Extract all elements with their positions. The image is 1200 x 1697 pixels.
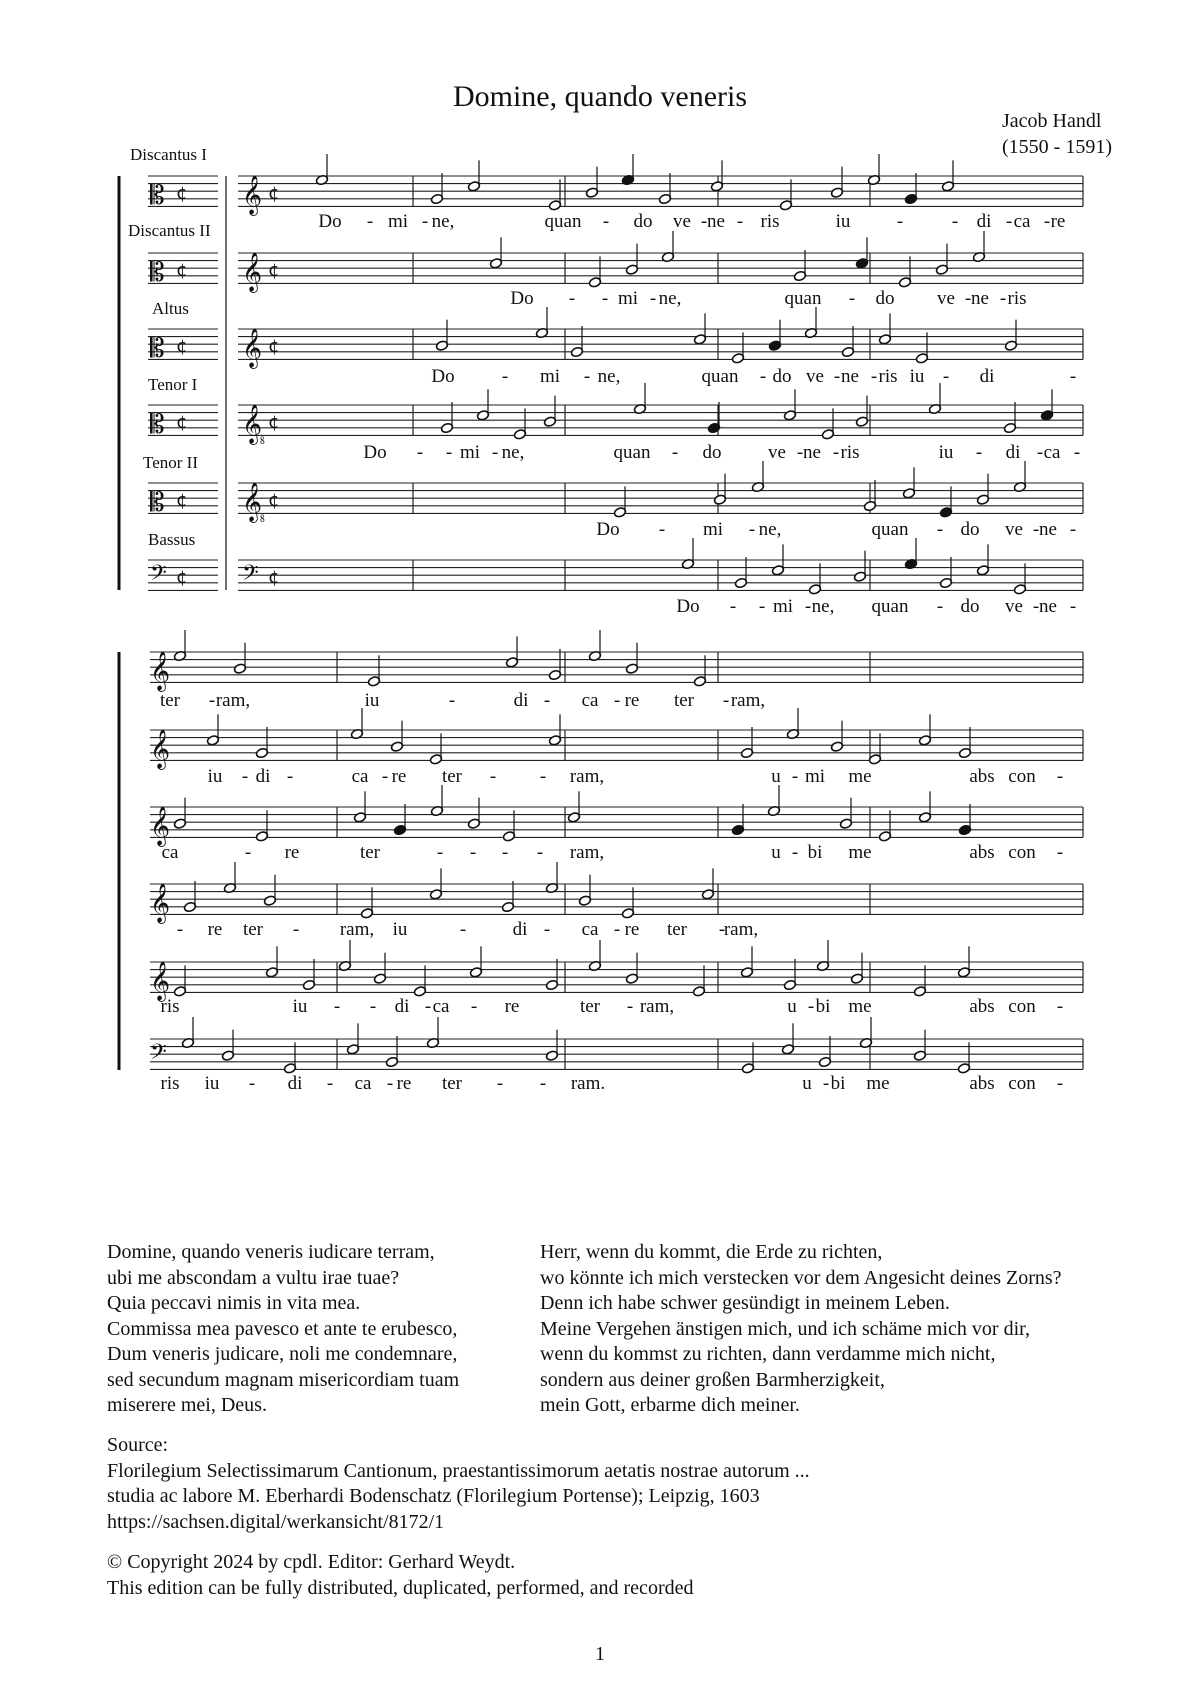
treble-clef-icon: 𝄞 (242, 175, 263, 215)
lyric-syllable: re (207, 919, 223, 940)
lyric-syllable: - (736, 211, 744, 232)
lyric-syllable: ne, (811, 596, 835, 617)
lyric-syllable: abs (969, 842, 995, 863)
lyric-syllable: - (722, 690, 730, 711)
lyric-syllable: me (848, 996, 872, 1017)
source-url: https://sachsen.digital/werkansicht/8172/1 (107, 1510, 445, 1533)
cut-time-icon: ¢ (268, 260, 280, 281)
lyric-syllable: ris (160, 996, 180, 1017)
bass-clef-icon: 𝄢 (242, 561, 259, 591)
lyric-syllable: iu (292, 996, 308, 1017)
lyric-syllable: iu (204, 1073, 220, 1094)
lyric-syllable: - (791, 842, 799, 863)
treble-clef-icon: 𝄞 (242, 252, 263, 292)
bass-clef-icon: 𝄢 (150, 561, 167, 591)
lyric-syllable: - (951, 211, 959, 232)
lyric-syllable: iu (392, 919, 408, 940)
tenor-treble-clef-icon: 𝄠 (242, 404, 266, 444)
lyric-syllable: - (543, 919, 551, 940)
lyric-syllable: ris (760, 211, 780, 232)
lyric-syllable: - (241, 766, 249, 787)
lyric-syllable: mi (617, 288, 639, 309)
lyric-syllable: - (501, 842, 509, 863)
treble-clef-icon: 𝄞 (150, 729, 171, 769)
lyric-syllable: di (255, 766, 271, 787)
lyric-syllable: - (626, 996, 634, 1017)
lyric-syllable: Do (510, 288, 534, 309)
lyric-syllable: - (536, 842, 544, 863)
lyric-syllable: - (244, 842, 252, 863)
license-line: This edition can be fully distributed, duplicated, performed, and recorded (107, 1576, 694, 1599)
lyric-syllable: re (624, 919, 640, 940)
lyric-syllable: ne, (658, 288, 682, 309)
lyric-syllable: ca (354, 1073, 372, 1094)
lyric-syllable: - (870, 366, 878, 387)
voice-name: Discantus I (130, 145, 207, 164)
lyric-syllable: mi (702, 519, 724, 540)
lyric-syllable: me (848, 766, 872, 787)
lyric-syllable: ne (803, 442, 821, 463)
lyric-syllable: re (504, 996, 520, 1017)
lyric-syllable: - (796, 442, 804, 463)
lyric-syllable: quan (871, 519, 909, 540)
lyric-syllable: - (539, 766, 547, 787)
lyric-syllable: mi (387, 211, 409, 232)
lyric-syllable: - (613, 690, 621, 711)
tenor-treble-clef-icon: 𝄠 (242, 482, 266, 522)
lyric-syllable: Do (431, 366, 455, 387)
treble-clef-icon: 𝄞 (150, 961, 171, 1001)
lyric-syllable: - (496, 1073, 504, 1094)
composer-name: Jacob Handl (1002, 110, 1102, 132)
lyric-syllable: u (771, 842, 781, 863)
lyric-syllable: re (396, 1073, 412, 1094)
lyric-syllable: abs (969, 996, 995, 1017)
lyric-syllable: con (1008, 1073, 1036, 1094)
treble-clef-icon: 𝄞 (150, 651, 171, 691)
c-clef-icon: 𝄡 (150, 488, 165, 518)
lyric-syllable: di (394, 996, 410, 1017)
voice-name: Altus (152, 299, 189, 318)
cut-time-icon: ¢ (176, 183, 188, 204)
cut-time-icon: ¢ (176, 260, 188, 281)
lyric-syllable: - (999, 288, 1007, 309)
lyric-syllable: iu (835, 211, 851, 232)
lyric-syllable: - (807, 996, 815, 1017)
lyric-syllable: ram, (569, 766, 605, 787)
lyric-syllable: - (1056, 842, 1064, 863)
lyric-syllable: - (964, 288, 972, 309)
lyric-syllable: re (284, 842, 300, 863)
lyric-syllable: quan (784, 288, 822, 309)
lyric-syllable: - (1056, 1073, 1064, 1094)
lyric-syllable: - (613, 919, 621, 940)
lyric-syllable: re (624, 690, 640, 711)
lyric-syllable: ca (581, 919, 599, 940)
c-clef-icon: 𝄡 (150, 334, 165, 364)
latin-line: miserere mei, Deus. (107, 1394, 267, 1416)
voice-name: Tenor I (148, 375, 198, 394)
cut-time-icon: ¢ (268, 183, 280, 204)
lyric-syllable: bi (807, 842, 823, 863)
lyric-syllable: - (822, 1073, 830, 1094)
german-line: Denn ich habe schwer gesündigt in meinem Leben. (540, 1292, 950, 1314)
lyric-syllable: ter (441, 1073, 463, 1094)
lyric-syllable: ne, (431, 211, 455, 232)
lyric-syllable: - (758, 596, 766, 617)
german-line: sondern aus deiner großen Barmherzigkeit, (540, 1368, 885, 1391)
latin-line: Commissa mea pavesco et ante te erubesco, (107, 1317, 458, 1340)
cut-time-icon: ¢ (268, 567, 280, 588)
lyric-syllable: - (333, 996, 341, 1017)
lyric-syllable: ca (432, 996, 450, 1017)
c-clef-icon: 𝄡 (150, 410, 165, 440)
lyric-syllable: ram, (339, 919, 375, 940)
lyric-syllable: ram, (569, 842, 605, 863)
lyric-syllable: - (436, 842, 444, 863)
lyric-syllable: iu (938, 442, 954, 463)
lyric-syllable: ne (1039, 519, 1057, 540)
lyric-syllable: - (1043, 211, 1051, 232)
lyric-syllable: - (936, 596, 944, 617)
lyric-syllable: ram, (215, 690, 251, 711)
lyric-syllable: di (1005, 442, 1021, 463)
lyric-syllable: bi (830, 1073, 846, 1094)
lyric-syllable: iu (909, 366, 925, 387)
lyric-syllable: ca (351, 766, 369, 787)
german-line: wo könnte ich mich verstecken vor dem Angesicht deines Zorns? (540, 1266, 1062, 1289)
lyric-syllable: - (583, 366, 591, 387)
lyric-syllable: - (568, 288, 576, 309)
lyric-syllable: abs (969, 766, 995, 787)
lyric-syllable: ris (1007, 288, 1027, 309)
lyric-syllable: - (469, 842, 477, 863)
latin-line: Dum veneris judicare, noli me condemnare, (107, 1343, 458, 1365)
lyric-syllable: bi (815, 996, 831, 1017)
lyric-syllable: u (787, 996, 797, 1017)
treble-clef-icon: 𝄞 (242, 328, 263, 368)
lyric-syllable: di (979, 366, 995, 387)
bass-clef-icon: 𝄢 (150, 1040, 167, 1070)
lyric-syllable: - (601, 288, 609, 309)
lyric-syllable: ve (1005, 519, 1023, 540)
lyric-syllable: di (513, 690, 529, 711)
lyric-syllable: - (942, 366, 950, 387)
lyric-syllable: - (1069, 366, 1077, 387)
cut-time-icon: ¢ (268, 336, 280, 357)
lyric-syllable: di (287, 1073, 303, 1094)
latin-line: ubi me abscondam a vultu irae tuae? (107, 1266, 400, 1289)
lyric-syllable: ram, (730, 690, 766, 711)
lyric-syllable: - (804, 596, 812, 617)
lyric-syllable: - (491, 442, 499, 463)
lyric-syllable: di (976, 211, 992, 232)
lyric-syllable: abs (969, 1073, 995, 1094)
source-block (107, 1433, 1107, 1535)
lyric-syllable: - (424, 996, 432, 1017)
score-title: Domine, quando veneris (452, 80, 748, 113)
lyric-syllable: - (176, 919, 184, 940)
lyric-syllable: ter (159, 690, 181, 711)
lyric-syllable: - (543, 690, 551, 711)
lyric-syllable: ris (160, 1073, 180, 1094)
lyric-syllable: con (1008, 996, 1036, 1017)
lyric-syllable: - (248, 1073, 256, 1094)
lyric-syllable: ter (579, 996, 601, 1017)
lyric-syllable: - (658, 519, 666, 540)
lyric-syllable: - (501, 366, 509, 387)
lyric-syllable: - (326, 1073, 334, 1094)
page-number: 1 (595, 1643, 605, 1665)
lyric-syllable: - (748, 519, 756, 540)
german-line: Meine Vergehen änstigen mich, und ich schäme mich vor dir, (540, 1317, 1030, 1340)
lyric-syllable: con (1008, 842, 1036, 863)
lyric-syllable: do (960, 596, 980, 617)
lyric-syllable: u (771, 766, 781, 787)
treble-clef-icon: 𝄞 (150, 883, 171, 923)
lyric-syllable: mi (539, 366, 561, 387)
lyric-syllable: ram. (570, 1073, 606, 1094)
lyric-syllable: ter (242, 919, 264, 940)
treble-clef-icon: 𝄞 (150, 806, 171, 846)
lyric-syllable: ne (707, 211, 725, 232)
german-translation (540, 1240, 1160, 1419)
source-line: studia ac labore M. Eberhardi Bodenschatz (Florilegium Portense); Leipzig, 1603 (107, 1485, 760, 1507)
lyric-syllable: Do (596, 519, 620, 540)
lyric-syllable: Do (363, 442, 387, 463)
lyric-syllable: - (729, 596, 737, 617)
lyric-syllable: Do (676, 596, 700, 617)
lyric-syllable: - (700, 211, 708, 232)
lyric-syllable: - (470, 996, 478, 1017)
lyric-syllable: quan (701, 366, 739, 387)
source-line: Florilegium Selectissimarum Cantionum, praestantissimorum aetatis nostrae autorum ... (107, 1459, 810, 1482)
lyric-syllable: ram, (723, 919, 759, 940)
lyric-syllable: mi (459, 442, 481, 463)
lyric-syllable: - (791, 766, 799, 787)
lyric-syllable: - (896, 211, 904, 232)
lyric-syllable: - (1032, 596, 1040, 617)
lyric-syllable: iu (364, 690, 380, 711)
lyric-syllable: ve (768, 442, 786, 463)
latin-line: Quia peccavi nimis in vita mea. (107, 1292, 361, 1314)
lyric-syllable: me (848, 842, 872, 863)
lyric-syllable: do (960, 519, 980, 540)
latin-line: sed secundum magnam misericordiam tuam (107, 1368, 460, 1391)
german-line: mein Gott, erbarme dich meiner. (540, 1394, 800, 1416)
lyric-syllable: ve (937, 288, 955, 309)
voice-name: Bassus (148, 530, 196, 549)
lyric-syllable: Do (318, 211, 342, 232)
lyric-syllable: - (416, 442, 424, 463)
lyric-syllable: - (602, 211, 610, 232)
lyric-syllable: - (369, 996, 377, 1017)
lyric-syllable: - (671, 442, 679, 463)
lyric-syllable: - (208, 690, 216, 711)
lyric-syllable: - (292, 919, 300, 940)
lyric-syllable: - (366, 211, 374, 232)
lyric-syllable: - (1032, 519, 1040, 540)
lyric-syllable: quan (613, 442, 651, 463)
lyric-syllable: - (381, 766, 389, 787)
lyric-syllable: mi (772, 596, 794, 617)
lyric-syllable: - (1036, 442, 1044, 463)
lyric-syllable: - (649, 288, 657, 309)
lyric-syllable: u (802, 1073, 812, 1094)
cut-time-icon: ¢ (176, 412, 188, 433)
cut-time-icon: ¢ (176, 567, 188, 588)
lyric-syllable: ter (441, 766, 463, 787)
lyric-syllable: - (421, 211, 429, 232)
lyric-syllable: ter (673, 690, 695, 711)
composer-dates: (1550 - 1591) (1002, 136, 1112, 158)
lyric-syllable: ne (841, 366, 859, 387)
lyric-syllable: con (1008, 766, 1036, 787)
lyric-syllable: me (866, 1073, 890, 1094)
lyric-syllable: - (1056, 766, 1064, 787)
lyric-syllable: - (1073, 442, 1081, 463)
lyric-syllable: - (1069, 596, 1077, 617)
lyric-syllable: - (848, 288, 856, 309)
lyric-syllable: - (448, 690, 456, 711)
lyric-syllable: do (633, 211, 653, 232)
c-clef-icon: 𝄡 (150, 181, 165, 211)
lyric-syllable: - (1056, 996, 1064, 1017)
cut-time-icon: ¢ (176, 490, 188, 511)
lyric-syllable: - (832, 442, 840, 463)
voice-name: Tenor II (143, 453, 198, 472)
lyric-syllable: - (833, 366, 841, 387)
lyric-syllable: do (702, 442, 722, 463)
lyric-syllable: ne, (501, 442, 525, 463)
latin-line: Domine, quando veneris iudicare terram, (107, 1241, 435, 1263)
lyric-syllable: quan (871, 596, 909, 617)
lyric-syllable: ca (161, 842, 179, 863)
lyric-syllable: di (512, 919, 528, 940)
cut-time-icon: ¢ (268, 412, 280, 433)
lyric-syllable: - (1005, 211, 1013, 232)
lyric-syllable: ca (1013, 211, 1031, 232)
lyric-syllable: re (391, 766, 407, 787)
lyric-syllable: do (772, 366, 792, 387)
lyric-syllable: - (1069, 519, 1077, 540)
lyric-syllable: - (489, 766, 497, 787)
lyric-syllable: ne, (758, 519, 782, 540)
lyric-syllable: - (718, 919, 726, 940)
copyright-block (107, 1550, 1107, 1601)
lyric-syllable: do (875, 288, 895, 309)
german-line: wenn du kommst zu richten, dann verdamme mich nicht, (540, 1343, 996, 1365)
lyric-syllable: ne (971, 288, 989, 309)
lyric-syllable: ca (581, 690, 599, 711)
latin-text (107, 1240, 537, 1419)
lyric-syllable: ve (806, 366, 824, 387)
source-label: Source: (107, 1434, 169, 1456)
lyric-syllable: iu (207, 766, 223, 787)
lyric-syllable: ne (1039, 596, 1057, 617)
lyric-syllable: - (386, 1073, 394, 1094)
lyric-syllable: ne, (597, 366, 621, 387)
lyric-syllable: ram, (639, 996, 675, 1017)
lyric-syllable: re (1050, 211, 1066, 232)
lyric-syllable: ris (840, 442, 860, 463)
lyric-syllable: ve (673, 211, 691, 232)
lyric-syllable: - (459, 919, 467, 940)
german-line: Herr, wenn du kommt, die Erde zu richten, (540, 1241, 883, 1263)
cut-time-icon: ¢ (268, 490, 280, 511)
copyright-line: © Copyright 2024 by cpdl. Editor: Gerhard Weydt. (107, 1551, 516, 1573)
lyric-syllable: quan (544, 211, 582, 232)
lyric-syllable: - (286, 766, 294, 787)
c-clef-icon: 𝄡 (150, 258, 165, 288)
voice-name: Discantus II (128, 221, 211, 240)
lyric-syllable: - (936, 519, 944, 540)
lyric-syllable: ca (1043, 442, 1061, 463)
lyric-syllable: - (445, 442, 453, 463)
lyric-syllable: - (539, 1073, 547, 1094)
lyric-syllable: - (759, 366, 767, 387)
lyric-syllable: ris (878, 366, 898, 387)
lyric-syllable: - (975, 442, 983, 463)
lyric-syllable: ve (1005, 596, 1023, 617)
cut-time-icon: ¢ (176, 336, 188, 357)
lyric-syllable: ter (359, 842, 381, 863)
lyric-syllable: mi (804, 766, 826, 787)
lyric-syllable: ter (666, 919, 688, 940)
